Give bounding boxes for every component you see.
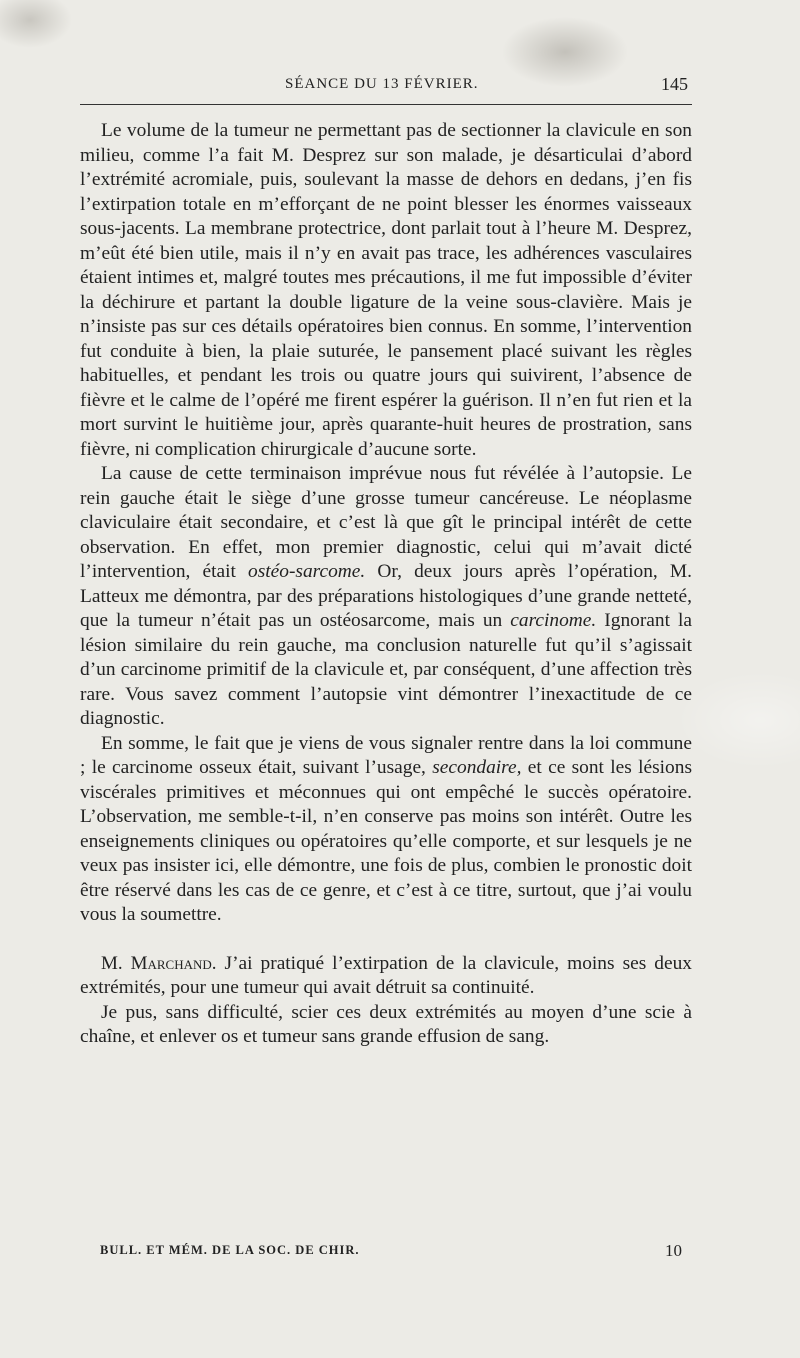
signature-mark: 10 — [665, 1241, 682, 1260]
header-rule — [80, 104, 692, 105]
paragraph-2-emphasis-osteo-sarcome: ostéo-sarcome. — [248, 561, 366, 582]
page-footer — [100, 1241, 682, 1263]
paragraph-4 — [80, 952, 692, 1001]
paragraph-2-text-c: Ignorant la lésion similaire du rein gauche, ma conclusion naturelle fut qu’il s’agissait d’un carcinome primitif de la clavicule et, par conséquent, d’une affection très rare. Vous savez comment l’autopsie vint démontrer l’inexactitude de ce diagnostic. — [80, 610, 692, 729]
paragraph-2-text-a: La cause de cette terminaison imprévue nous fut révélée à l’autopsie. Le rein gauche était le siège d’une grosse tumeur cancéreuse. Le néoplasme claviculaire était secondaire, et c’est là que gît le principal intérêt de cette observation. En effet, mon premier diagnostic, celui qui m’avait dicté l’intervention, était — [80, 463, 692, 582]
page-number: 145 — [661, 74, 688, 94]
paragraph-1 — [80, 119, 692, 462]
paragraph-3-emphasis-secondaire: secondaire, — [432, 757, 522, 778]
running-title: SÉANCE DU 13 FÉVRIER. — [285, 76, 479, 92]
paragraph-2-emphasis-carcinome: carcinome. — [510, 610, 597, 631]
speaker-name: M. Marchand. — [101, 952, 217, 974]
section-gap — [80, 928, 692, 952]
paragraph-2-text-b: Or, deux jours après l’opération, M. Latteux me démontra, par des préparations histologiques d’une grande netteté, que la tumeur n’était pas un ostéosarcome, mais un — [80, 561, 692, 631]
paragraph-1-text: Le volume de la tumeur ne permettant pas de sectionner la clavicule en son milieu, comme l’a fait M. Desprez sur son malade, je désarticulai d’abord l’extrémité acromiale, puis, soulevant la masse de dehors en dedans, j’en fis l’extirpation totale en m’efforçant de ne point blesser les énormes vaisseaux sous-jacents. La membrane protectrice, dont parlait tout à l’heure M. Desprez, m’eût été bien utile, mais il n’y en avait pas trace, les adhérences vasculaires étaient intimes et, malgré toutes mes précautions, il me fut impossible d’éviter la déchirure et partant la double ligature de la veine sous-clavière. Mais je n’insiste pas sur ces détails opératoires bien connus. En somme, l’intervention fut conduite à bien, la plaie suturée, le pansement placé suivant les règles habituelles, et pendant les trois ou quatre jours qui suivirent, l’absence de fièvre et le calme de l’opéré me firent espérer la guérison. Il n’en fut rien et la mort survint le huitième jour, après quarante-huit heures de prostration, sans fièvre, ni complication chirurgicale d’aucune sorte. — [80, 120, 692, 460]
paragraph-5-text: Je pus, sans difficulté, scier ces deux extrémités au moyen d’une scie à chaîne, et enlever os et tumeur sans grande effusion de sang. — [80, 1001, 692, 1047]
paragraph-2 — [80, 462, 692, 732]
running-head — [80, 74, 690, 96]
paragraph-4-text: J’ai pratiqué l’extirpation de la clavicule, moins ses deux extrémités, pour une tumeur qui avait détruit sa continuité. — [80, 952, 692, 998]
paragraph-3-text-b: et ce sont les lésions viscérales primitives et méconnues qui ont empêché le succès opératoire. L’observation, me semble-t-il, n’en conserve pas moins son intérêt. Outre les enseignements cliniques ou opératoires qu’elle comporte, et sur lesquels je ne veux pas insister ici, elle démontre, une fois de plus, combien le pronostic doit être réservé dans les cas de ce genre, et c’est à ce titre, surtout, que j’ai voulu vous la soumettre. — [80, 757, 692, 925]
journal-title: BULL. ET MÉM. DE LA SOC. DE CHIR. — [100, 1243, 360, 1257]
body-text — [80, 119, 692, 1050]
paragraph-5 — [80, 1001, 692, 1050]
paragraph-3 — [80, 732, 692, 928]
paragraph-3-text-a: En somme, le fait que je viens de vous signaler rentre dans la loi commune ; le carcinome osseux était, suivant l’usage, — [80, 732, 692, 778]
